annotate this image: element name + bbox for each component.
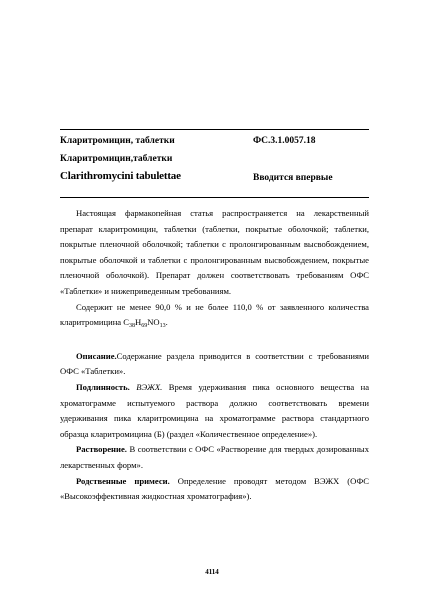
header-bottom-rule <box>60 197 369 198</box>
identity-text: Время удерживания пика основного вещества на хроматограмме испытуемого раствора должно соответствовать времени удерживания пика кларитромицина на хроматограмме раствора стандартного образца кларитромицина (Б) (раздел «Количественное определение»). <box>60 381 370 439</box>
monograph-body <box>60 206 369 505</box>
content-text: Содержит не менее 90,0 % и не более 110,0 % от заявленного количества кларитромицина C <box>60 301 369 328</box>
formula-sub-o: 13 <box>159 323 166 330</box>
intro-paragraph: Настоящая фармакопейная статья распространяется на лекарственный препарат кларитромицин, таблетки (таблетки, покрытые оболочкой; таблетки, покрытые пленочной оболочкой; таблетки с пролонгированным высвобождением, покрытые оболочкой и таблетки с пролонгированным высвобождением, покрытые пленочной оболочкой). Препарат должен соответствовать требованиям ОФС «Таблетки» и нижеприведенным требованиям. <box>60 208 369 296</box>
section-gap <box>60 331 369 349</box>
identity-heading: Подлинность. <box>76 381 130 392</box>
formula-sub-h: 69 <box>141 323 148 330</box>
dissolution-heading: Растворение. <box>76 444 127 455</box>
description-heading: Описание. <box>76 350 117 361</box>
identity-section <box>60 380 369 442</box>
impurities-heading: Родственные примеси. <box>76 475 170 486</box>
page-number: 4114 <box>205 568 219 576</box>
content-paragraph <box>60 300 369 331</box>
introduced-note: Вводится впервые <box>253 173 333 183</box>
description-text: Содержание раздела приводится в соответствии с требованиями ОФС «Таблетки». <box>60 350 369 377</box>
title-russian-alt: Кларитромицин,таблетки <box>60 154 173 164</box>
dissolution-text: В соответствии с ОФС «Растворение для твердых дозированных лекарственных форм». <box>60 444 369 470</box>
monograph-code: ФС.3.1.0057.18 <box>253 136 316 146</box>
formula-no: NO <box>147 317 160 328</box>
description-section <box>60 349 369 380</box>
title-russian: Кларитромицин, таблетки <box>60 136 175 146</box>
formula-h: H <box>135 317 142 328</box>
title-latin: Clarithromycini tabulettae <box>60 170 181 182</box>
header-top-rule <box>60 129 369 130</box>
impurities-section <box>60 474 369 505</box>
identity-method: ВЭЖХ. <box>136 381 163 392</box>
impurities-text: Определение проводят методом ВЭЖХ (ОФС «Высокоэффективная жидкостная хроматография»). <box>60 475 369 502</box>
formula-sub-c: 38 <box>129 323 135 330</box>
dissolution-section <box>60 442 369 473</box>
formula-end: . <box>165 317 168 328</box>
